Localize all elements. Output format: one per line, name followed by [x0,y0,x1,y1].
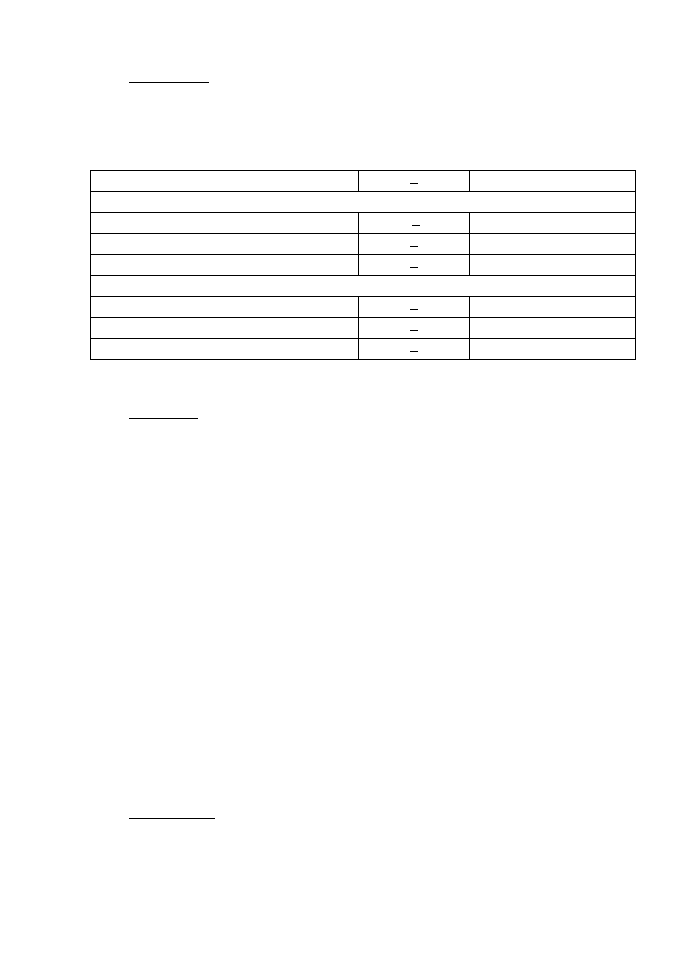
table-row [91,297,636,318]
table-cell-dash [359,171,470,192]
table-section-row [91,276,636,297]
heading-underline [129,82,209,83]
dash-mark [410,351,418,352]
table-row [91,171,636,192]
table-cell [470,339,636,360]
heading-underline [129,418,198,419]
data-table [90,170,636,360]
table-cell [91,255,359,276]
dash-mark [410,309,418,310]
dash-mark [410,183,418,184]
table-cell-dash [359,297,470,318]
table-cell [470,234,636,255]
table-cell-dash [359,234,470,255]
table-cell [470,255,636,276]
dash-mark [412,225,420,226]
table-section-row [91,192,636,213]
dash-mark [410,330,418,331]
table-cell-dash [359,255,470,276]
table-cell-dash [359,213,470,234]
table-cell [470,213,636,234]
table-cell [91,318,359,339]
section-cell [91,192,636,213]
table-cell-dash [359,318,470,339]
table-cell [470,171,636,192]
table-cell [91,234,359,255]
table-cell [470,297,636,318]
table-cell-dash [359,339,470,360]
table-cell [91,171,359,192]
table-row [91,318,636,339]
table-row [91,339,636,360]
table-cell [91,297,359,318]
dash-mark [410,246,418,247]
table-row [91,213,636,234]
table-cell [91,213,359,234]
heading-underline [129,818,215,819]
table-row [91,234,636,255]
table-cell [91,339,359,360]
dash-mark [410,267,418,268]
table-cell [470,318,636,339]
section-cell [91,276,636,297]
table-row [91,255,636,276]
